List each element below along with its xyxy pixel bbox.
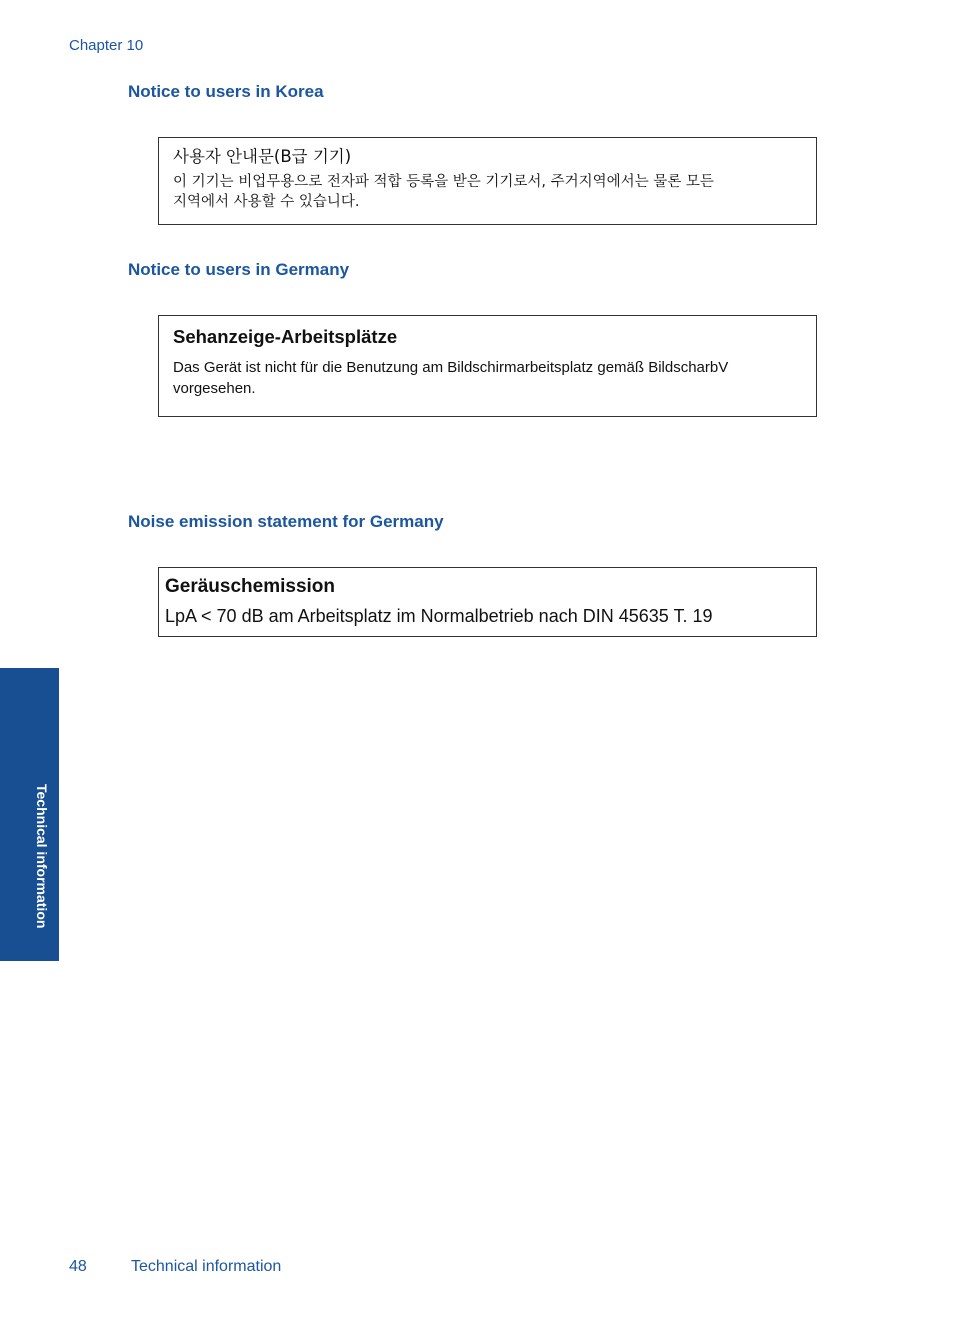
side-tab-label: Technical information bbox=[34, 784, 50, 929]
germany-notice-box bbox=[158, 315, 817, 417]
korea-notice-line: 지역에서 사용할 수 있습니다. bbox=[173, 194, 360, 210]
noise-statement-box bbox=[158, 567, 817, 637]
side-tab bbox=[0, 668, 59, 961]
germany-notice-line: vorgesehen. bbox=[173, 380, 256, 397]
korea-notice-line: 이 기기는 비업무용으로 전자파 적합 등록을 받은 기기로서, 주거지역에서는 물론 모든 bbox=[173, 174, 714, 190]
germany-notice-title: Sehanzeige-Arbeitsplätze bbox=[173, 326, 398, 347]
footer-title: Technical information bbox=[131, 1258, 282, 1275]
korea-notice-text bbox=[173, 172, 802, 212]
germany-notice-line: Das Gerät ist nicht für die Benutzung am Bildschirmarbeitsplatz gemäß BildscharbV bbox=[173, 359, 729, 376]
germany-notice-heading: Notice to users in Germany bbox=[128, 260, 350, 279]
germany-notice-text bbox=[173, 357, 802, 399]
korea-notice-box bbox=[158, 137, 817, 225]
noise-statement-text: LpA < 70 dB am Arbeitsplatz im Normalbetrieb nach DIN 45635 T. 19 bbox=[165, 606, 713, 626]
noise-statement-title: Geräuschemission bbox=[165, 576, 336, 597]
chapter-label: Chapter 10 bbox=[69, 37, 144, 54]
noise-statement-heading: Noise emission statement for Germany bbox=[128, 512, 444, 531]
page-number: 48 bbox=[69, 1258, 87, 1275]
korea-notice-title: 사용자 안내문(B급 기기) bbox=[173, 147, 352, 166]
korea-notice-heading: Notice to users in Korea bbox=[128, 82, 324, 101]
